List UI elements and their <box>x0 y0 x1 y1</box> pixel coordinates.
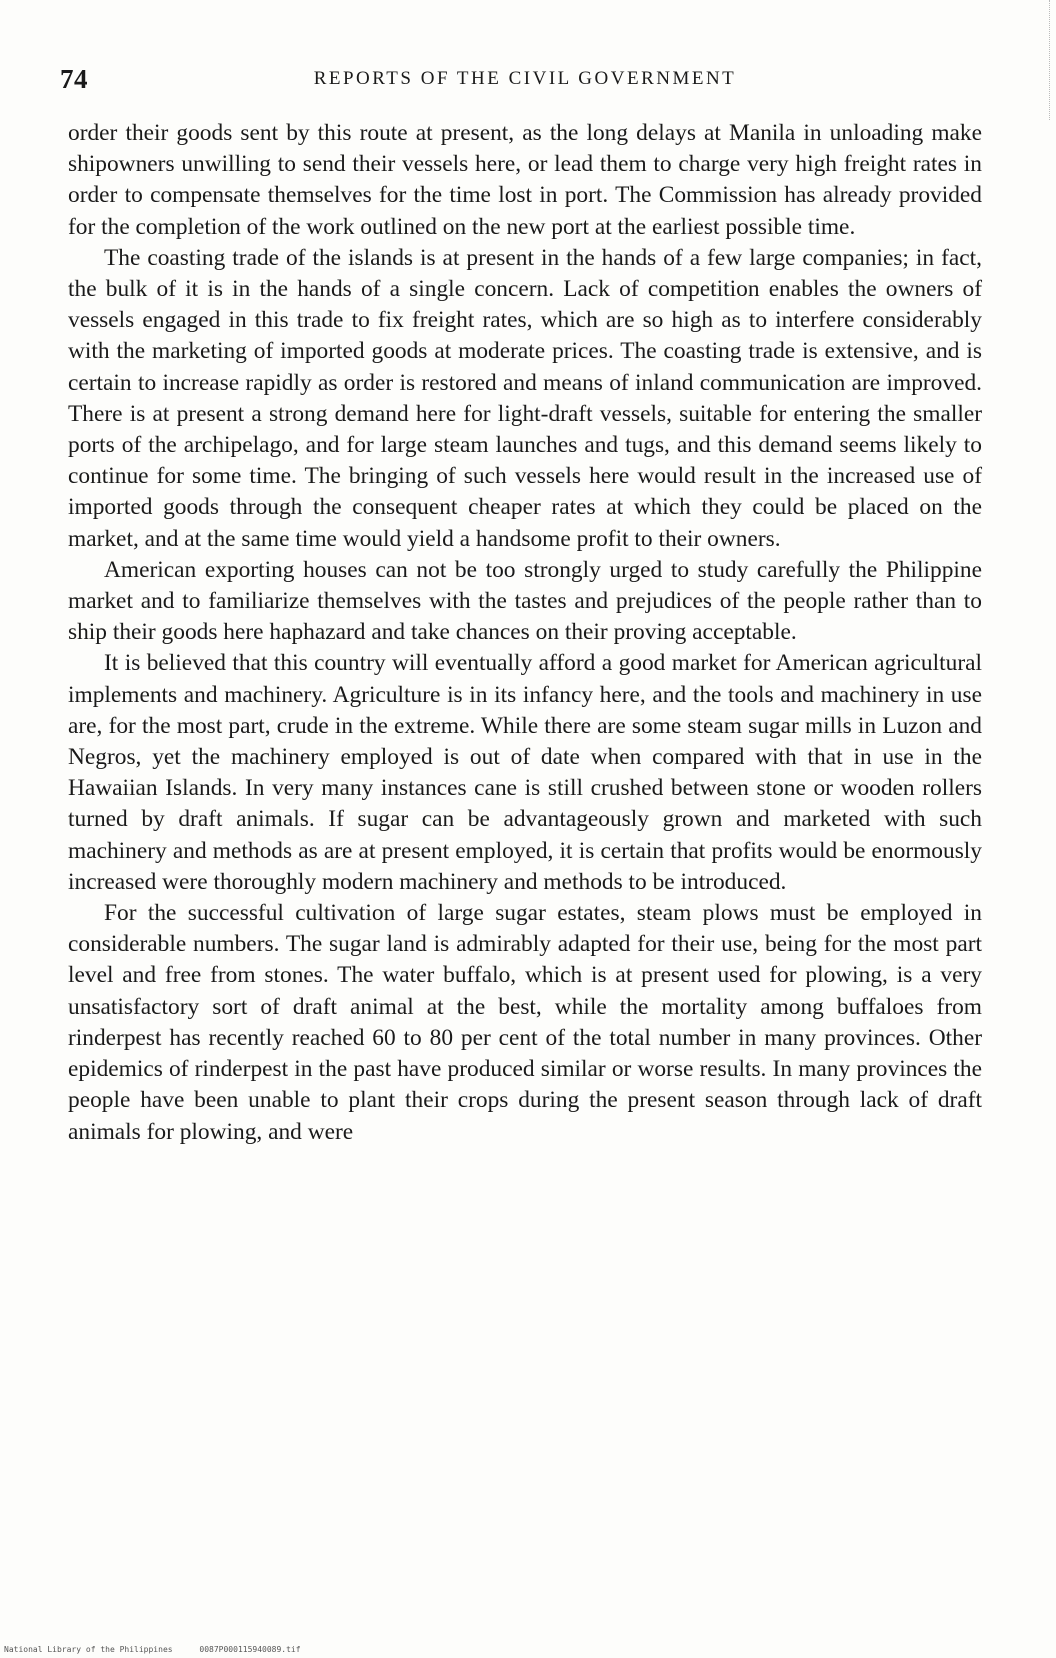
paragraph-4: It is believed that this country will eventually afford a good market for American agricultural implements and machinery. Agriculture is in its infancy here, and the tools and machinery in use are, for the most part, crude in the extreme. While there are some steam sugar mills in Luzon and Negros, yet the machinery employed is out of date when compared with that in use in the Hawaiian Islands. In very many instances cane is still crushed between stone or wooden rollers turned by draft animals. If sugar can be advantageously grown and marketed with such machinery and methods as are at present employed, it is certain that profits would be enormously increased were thoroughly modern machinery and methods to be introduced. <box>68 650 982 895</box>
page-number: 74 <box>60 64 88 94</box>
footer-file-id: 0087P000115940089.tif <box>199 1645 301 1654</box>
paragraph-5: For the successful cultivation of large sugar estates, steam plows must be employed in considerable numbers. The sugar land is admirably adapted for their use, being for the most part level and free from stones. The water buffalo, which is at present used for plowing, is a very unsatisfactory sort of draft animal at the best, while the mortality among buffaloes from rinderpest has recently reached 60 to 80 per cent of the total number in many provinces. Other epidemics of rinderpest in the past have produced similar or worse results. In many provinces the people have been unable to plant their crops during the present season through lack of draft animals for plowing, and were <box>68 900 982 1145</box>
body-text <box>68 118 982 1148</box>
page-header <box>60 64 990 96</box>
running-head: REPORTS OF THE CIVIL GOVERNMENT <box>313 68 737 89</box>
footer-library: National Library of the Philippines <box>4 1645 173 1654</box>
paragraph-2: The coasting trade of the islands is at present in the hands of a few large companies; in fact, the bulk of it is in the hands of a single concern. Lack of competition enables the owners of vessels engaged in this trade to fix freight rates, which are so high as to interfere considerably with the marketing of imported goods at moderate prices. The coasting trade is extensive, and is certain to increase rapidly as order is restored and means of inland communication are improved. There is at present a strong demand here for light-draft vessels, suitable for entering the smaller ports of the archipelago, and for large steam launches and tugs, and this demand seems likely to continue for some time. The bringing of such vessels here would result in the increased use of imported goods through the consequent cheaper rates at which they could be placed on the market, and at the same time would yield a handsome profit to their owners. <box>68 244 982 552</box>
paragraph-3: American exporting houses can not be too strongly urged to study carefully the Philippine market and to familiarize themselves with the tastes and prejudices of the people rather than to ship their goods here haphazard and take chances on their proving acceptable. <box>68 556 982 646</box>
scan-footer <box>4 1645 323 1654</box>
paragraph-1: order their goods sent by this route at present, as the long delays at Manila in unloading make shipowners unwilling to send their vessels here, or lead them to charge very high freight rates in order to compensate themselves for the time lost in port. The Commission has already provided for the completion of the work outlined on the new port at the earliest possible time. <box>68 120 982 240</box>
scan-edge-mark <box>1041 0 1050 120</box>
